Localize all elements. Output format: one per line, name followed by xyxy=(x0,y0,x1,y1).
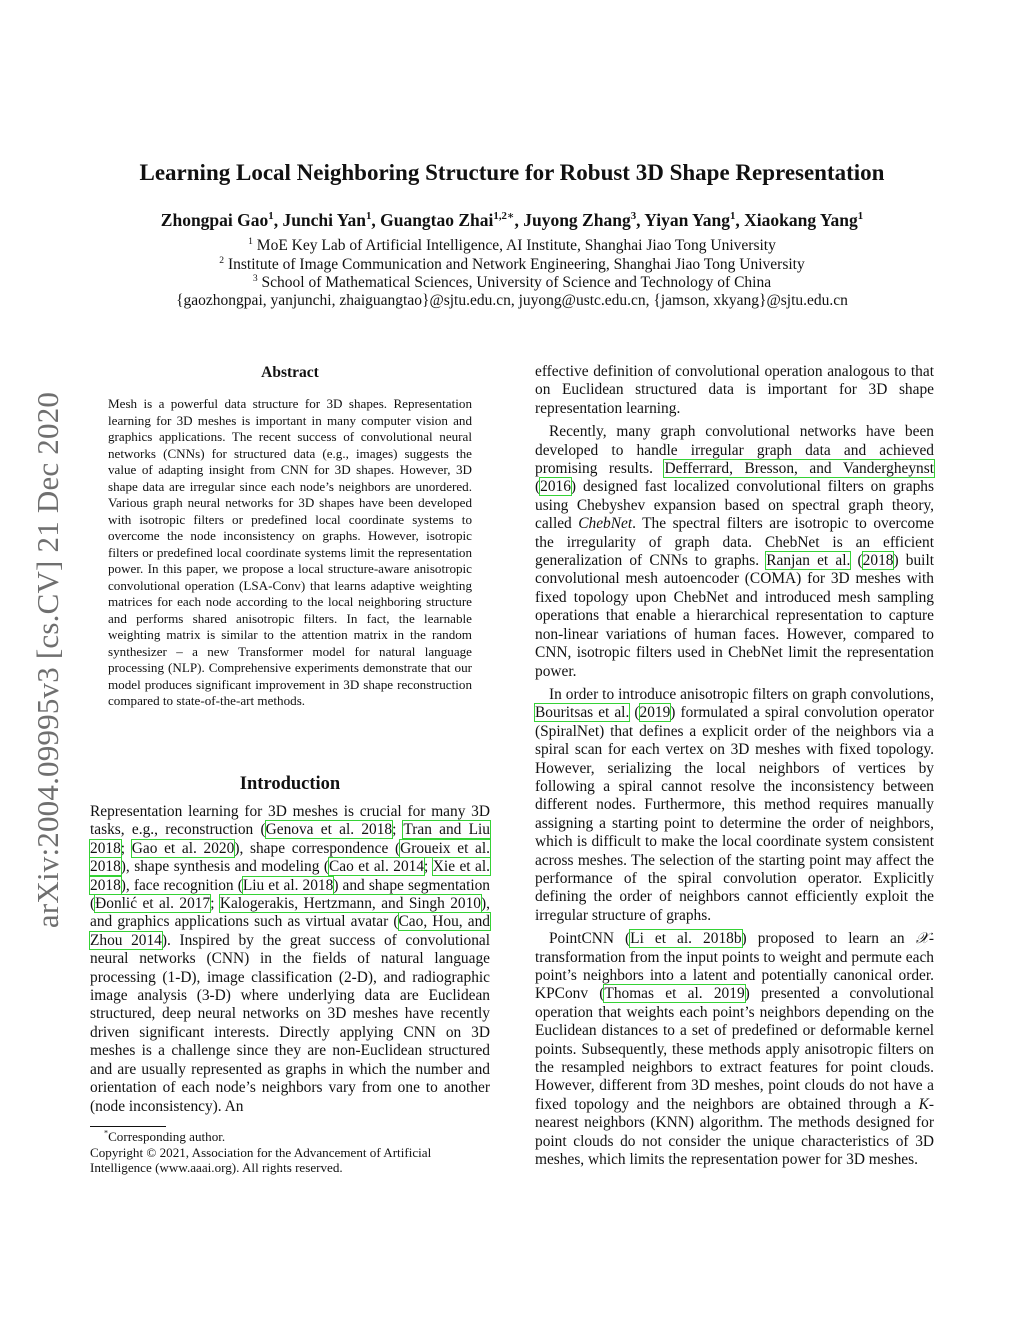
citation-link[interactable]: Bouritsas et al. xyxy=(535,704,630,722)
arxiv-stamp xyxy=(28,350,68,970)
citation-link[interactable]: 2016 xyxy=(540,478,571,496)
arxiv-stamp-text: arXiv:2004.09995v3 [cs.CV] 21 Dec 2020 xyxy=(30,391,65,929)
citation-link[interactable]: 2018 xyxy=(862,552,894,570)
author-list xyxy=(90,210,934,231)
citation-link[interactable]: Kalogerakis, Hertzmann, and Singh 2010 xyxy=(219,895,482,913)
introduction-heading: Introduction xyxy=(239,774,341,794)
footnote-rule xyxy=(90,1126,166,1127)
citation-link[interactable]: Groueix et al. 2018 xyxy=(90,839,490,876)
abstract-text: Mesh is a powerful data structure for 3D shapes. Representation learning for 3D meshes is important in many computer vision and graphics applications. The recent success of convolutional neural networks (CNNs) for structured data (e.g., images) suggests the value of adapting insight from CNN for 3D shapes. However, 3D shape data are irregular since each node’s neighbors are unordered. Various graph neural networks for 3D shapes have been developed with isotropic filters or predefined local coordinate systems to overcome the node inconsistency on graphs. However, isotropic filters or predefined local coordinate systems limit the representation power. In this paper, we propose a local structure-aware anisotropic convolutional operation (LSA-Conv) that learns adaptive weighting matrices for each node according to the local neighboring structure and performs shared anisotropic filters. In fact, the learnable weighting matrix is similar to the attention matrix in the random synthesizer – a new Transformer model for natural language processing (NLP). Comprehensive experiments demonstrate that our model produces significant improvement in 3D shape reconstruction compared to state-of-the-art methods. xyxy=(108,396,472,708)
author-emails: {gaozhongpai, yanjunchi, zhaiguangtao}@sjtu.edu.cn, juyong@ustc.edu.cn, {jamson, xkyang}@sjtu.edu.cn xyxy=(176,292,848,309)
citation-link[interactable]: Cao et al. 2014 xyxy=(329,858,425,876)
paper-title: Learning Local Neighboring Structure for Robust 3D Shape Representation xyxy=(139,160,885,185)
footnote: *Corresponding author. Copyright © 2021, Association for the Advancement of Artificial Intelligence (www.aaai.org). All rights reserved. xyxy=(90,1129,490,1176)
copyright-notice: Copyright © 2021, Association for the Advancement of Artificial Intelligence (www.aaai.org). All rights reserved. xyxy=(90,1144,432,1176)
citation-link[interactable]: Ranjan et al. xyxy=(766,552,851,570)
affiliation: $^2$ Institute of Image Communication and Network Engineering, Shanghai Jiao Tong University xyxy=(219,254,805,273)
abstract-heading: Abstract xyxy=(261,364,319,381)
citation-link[interactable]: Tran and Liu 2018 xyxy=(90,821,491,857)
author: Juyong Zhang$^3$, xyxy=(523,210,645,230)
author: Zhongpai Gao$^1$, xyxy=(160,210,283,230)
paragraph: In order to introduce anisotropic filters on graph convolutions, Bouritsas et al. (2019) formulated a spiral convolution operator (SpiralNet) that defines a explicit order of the neighbors via a spiral scan for each vertex on 3D meshes with fixed topology. However, serializing the local neighbors of vertices by following a spiral cannot resolve the inconsistency between different nodes. Furthermore, this method requires manually assigning a starting point to determine the order of neighbors, which is difficult to make the local coordinate system consistent across meshes. The selection of the starting point may affect the performance of the spiral convolution operator. Explicitly defining the order of neighbors cannot efficiently exploit the irregular structure of graphs. xyxy=(535,685,934,924)
paragraph: Recently, many graph convolutional networks have been developed to handle irregular graph data and achieved promising results. Defferrard, Bresson, and Vandergheynst (2016) designed fast localized convolutional filters on graphs using Chebyshev expansion based on spectral graph theory, called ChebNet. The spectral filters are isotropic to overcome the irregularity of graph data. ChebNet is an efficient generalization of CNNs to graphs. Ranjan et al. (2018) built convolutional mesh autoencoder (COMA) for 3D meshes with fixed topology upon ChebNet and introduced mesh sampling operations that enable a hierarchical representation to capture non-linear variations of human faces. However, compared to CNN, isotropic filters used in ChebNet limit the representation power. xyxy=(535,423,935,680)
citation-link[interactable]: Cao, Hou, and Zhou 2014 xyxy=(90,913,490,949)
citation-link[interactable]: 2019 xyxy=(639,704,671,722)
paragraph: effective definition of convolutional operation analogous to that on Euclidean structured data is important for 3D shape representation learning. xyxy=(535,363,934,417)
right-column xyxy=(535,363,934,1174)
affiliation: $^1$ MoE Key Lab of Artificial Intelligence, AI Institute, Shanghai Jiao Tong University xyxy=(248,235,776,254)
citation-link[interactable]: Xie et al. 2018 xyxy=(90,858,491,894)
citation-link[interactable]: Gao et al. 2020 xyxy=(131,839,235,857)
citation-link[interactable]: Defferrard, Bresson, and Vandergheynst xyxy=(664,460,935,478)
citation-link[interactable]: Thomas et al. 2019 xyxy=(604,985,745,1003)
citation-link[interactable]: Ðonlić et al. 2017 xyxy=(95,895,211,913)
paragraph: PointCNN (Li et al. 2018b) proposed to learn an 𝒳-transformation from the input points to weight and permute each point’s neighbors into a latent and potentially canonical order. KPConv (Thomas et al. 2019) presented a convolutional operation that weights each point’s neighbors depending on the Euclidean distances to a set of predefined or deformable kernel points. Subsequently, these methods apply anisotropic filters on the resampled neighbors to extract features for point clouds. However, different from 3D meshes, point clouds do not have a fixed topology and the neighbors are obtained through a K-nearest neighbors (KNN) algorithm. The methods designed for point clouds do not consider the unique characteristics of 3D meshes, which limits the representation power for 3D meshes. xyxy=(535,930,934,1169)
intro-paragraph: Representation learning for 3D meshes is crucial for many 3D tasks, e.g., reconstruction (Genova et al. 2018; Tran and Liu 2018; Gao et al. 2020), shape correspondence (Groueix et al. 2018), shape synthesis and modeling (Cao et al. 2014; Xie et al. 2018), face recognition (Liu et al. 2018) and shape segmentation (Ðonlić et al. 2017; Kalogerakis, Hertzmann, and Singh 2010), and graphics applications such as virtual avatar (Cao, Hou, and Zhou 2014). Inspired by the great success of convolutional neural networks (CNN) in the fields of natural language processing (1-D), image classification (2-D), and radiographic image analysis (3-D) where underlying data are Euclidean structured, deep neural networks on 3D meshes have recently driven significant interests. Directly applying CNN on 3D meshes is a challenge since they are non-Euclidean structured and are usually represented as graphs in which the number and orientation of each node’s neighbors vary from one to another (node inconsistency). An xyxy=(90,803,491,1115)
citation-link[interactable]: Li et al. 2018b xyxy=(630,930,742,948)
author: Junchi Yan$^1$, xyxy=(282,210,381,230)
citation-link[interactable]: Genova et al. 2018 xyxy=(265,821,393,839)
citation-link[interactable]: Liu et al. 2018 xyxy=(242,876,334,894)
author: Yiyan Yang$^1$, xyxy=(644,210,745,230)
author: Xiaokang Yang$^1$ xyxy=(744,210,864,230)
author: Guangtao Zhai$^{1,2∗}$, xyxy=(380,210,524,230)
affiliation: $^3$ School of Mathematical Sciences, University of Science and Technology of China xyxy=(252,272,772,291)
